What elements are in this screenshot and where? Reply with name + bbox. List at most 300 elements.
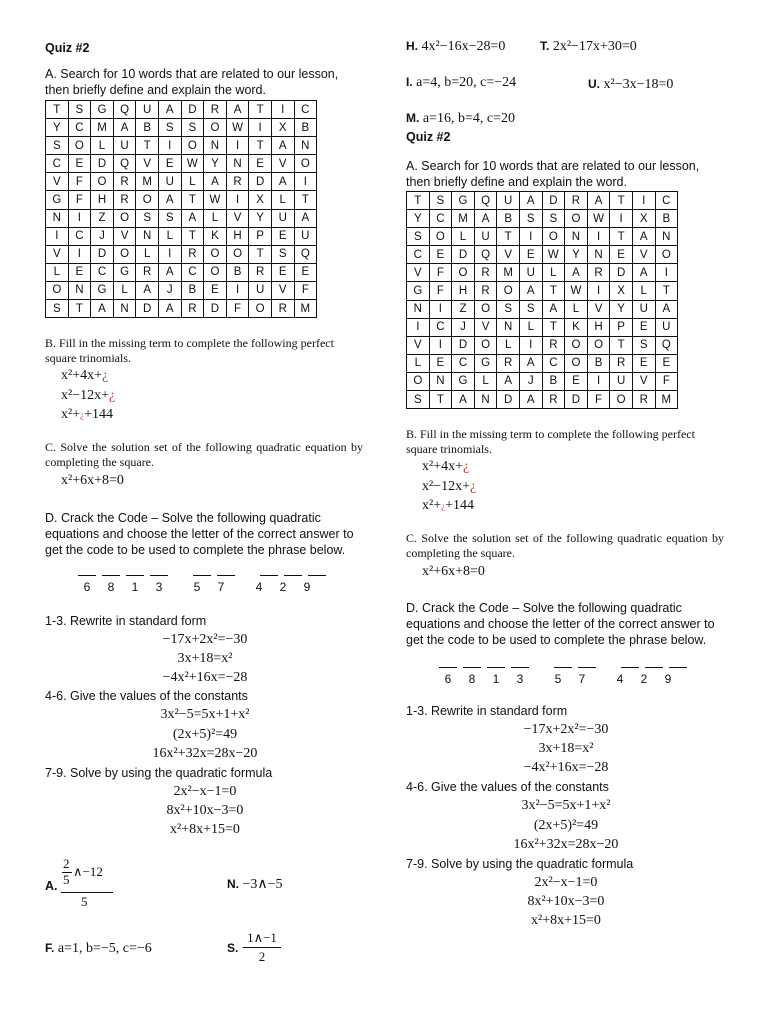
section-c-instructions: C. Solve the solution set of the following quadratic equation by completing the square.: [45, 440, 363, 469]
grid-cell: E: [294, 263, 317, 281]
grid-cell: S: [632, 336, 655, 354]
grid-cell: O: [497, 282, 520, 300]
grid-cell: X: [632, 210, 655, 228]
grid-cell: O: [542, 228, 565, 246]
grid-row: [407, 264, 678, 282]
grid-cell: L: [46, 263, 69, 281]
grid-cell: I: [655, 264, 678, 282]
section-d-instructions-2: D. Crack the Code – Solve the following quadratic equations and choose the letter of the correct answer to get the code to be used to complete the phrase below.: [406, 601, 715, 647]
grid-cell: C: [294, 101, 317, 119]
grid-cell: W: [226, 119, 249, 137]
grid-cell: V: [474, 318, 497, 336]
grid-cell: A: [474, 210, 497, 228]
section-c-instructions-2: C. Solve the solution set of the following quadratic equation by completing the square.: [406, 531, 724, 560]
grid-row: [407, 228, 678, 246]
grid-cell: N: [497, 318, 520, 336]
grid-cell: I: [519, 336, 542, 354]
grid-cell: Y: [610, 300, 633, 318]
grid-cell: O: [474, 300, 497, 318]
grid-cell: O: [226, 245, 249, 263]
grid-cell: Y: [407, 210, 430, 228]
grid-cell: U: [610, 372, 633, 390]
grid-cell: E: [429, 246, 452, 264]
grid-cell: D: [542, 192, 565, 210]
grid-cell: M: [91, 119, 114, 137]
answer-u: U. x²−3x−18=0: [588, 77, 674, 92]
grid-cell: O: [113, 209, 136, 227]
grid-cell: I: [519, 228, 542, 246]
answer-m: M. a=16, b=4, c=20: [406, 111, 515, 126]
grid-cell: H: [91, 191, 114, 209]
grid-cell: R: [542, 391, 565, 409]
code-number: 4: [255, 580, 263, 594]
grid-cell: D: [91, 245, 114, 263]
grid-row: [407, 336, 678, 354]
grid-cell: O: [91, 173, 114, 191]
grid-row: [407, 192, 678, 210]
grid-cell: R: [474, 282, 497, 300]
grid-cell: J: [91, 227, 114, 245]
code-number: 6: [444, 672, 452, 686]
code-blanks: [75, 563, 375, 595]
answer-f: F. a=1, b=−5, c=−6: [45, 941, 152, 956]
grid-cell: E: [429, 354, 452, 372]
grid-cell: I: [226, 137, 249, 155]
grid-cell: S: [46, 300, 69, 318]
grid-cell: S: [136, 209, 159, 227]
grid-cell: L: [474, 372, 497, 390]
grid-cell: R: [204, 101, 227, 119]
grid-cell: L: [519, 318, 542, 336]
grid-cell: X: [249, 191, 272, 209]
grid-cell: O: [565, 210, 588, 228]
grid-cell: R: [181, 245, 204, 263]
grid-cell: W: [542, 246, 565, 264]
grid-cell: S: [429, 192, 452, 210]
grid-cell: F: [429, 264, 452, 282]
grid-cell: T: [249, 137, 272, 155]
grid-cell: R: [226, 173, 249, 191]
grid-cell: T: [407, 192, 430, 210]
grid-cell: T: [542, 282, 565, 300]
code-number: 3: [516, 672, 524, 686]
grid-cell: O: [610, 391, 633, 409]
grid-cell: V: [632, 246, 655, 264]
grid-row: [46, 155, 317, 173]
grid-cell: W: [587, 210, 610, 228]
eq-5-2: (2x+5)²=49: [533, 818, 599, 833]
answer-a: A. 2 5 ∧−12 5: [45, 856, 125, 916]
grid-cell: F: [68, 191, 91, 209]
grid-row: [407, 354, 678, 372]
grid-cell: V: [226, 209, 249, 227]
grid-cell: G: [452, 372, 475, 390]
grid-cell: R: [113, 173, 136, 191]
grid-cell: U: [474, 228, 497, 246]
grid-cell: A: [158, 101, 181, 119]
grid-cell: T: [429, 391, 452, 409]
grid-cell: R: [610, 354, 633, 372]
grid-cell: M: [294, 300, 317, 318]
eq-2: 3x+18=x²: [177, 651, 233, 666]
grid-cell: V: [587, 300, 610, 318]
grid-cell: L: [113, 281, 136, 299]
grid-cell: N: [655, 228, 678, 246]
grid-cell: W: [565, 282, 588, 300]
grid-cell: O: [204, 245, 227, 263]
grid-cell: H: [226, 227, 249, 245]
grid-cell: E: [271, 227, 294, 245]
grid-cell: I: [407, 318, 430, 336]
grid-cell: N: [294, 137, 317, 155]
grid-cell: O: [204, 263, 227, 281]
grid-cell: L: [204, 209, 227, 227]
grid-cell: H: [452, 282, 475, 300]
grid-cell: R: [497, 354, 520, 372]
answer-n: N. −3∧−5: [227, 877, 283, 892]
grid-cell: E: [655, 354, 678, 372]
grid-cell: B: [226, 263, 249, 281]
grid-cell: I: [158, 245, 181, 263]
grid-cell: I: [226, 191, 249, 209]
grid-cell: T: [181, 227, 204, 245]
word-search-grid: [45, 100, 317, 318]
grid-cell: Q: [294, 245, 317, 263]
grid-cell: T: [610, 228, 633, 246]
grid-cell: F: [655, 372, 678, 390]
grid-cell: C: [91, 263, 114, 281]
grid-cell: E: [519, 246, 542, 264]
grid-cell: O: [181, 137, 204, 155]
eq-7-2: 2x²−x−1=0: [534, 875, 598, 890]
grid-row: [46, 137, 317, 155]
eq-4-2: 3x²−5=5x+1+x²: [521, 798, 611, 813]
b-item-2: x²−12x+¿: [61, 388, 116, 403]
grid-cell: E: [158, 155, 181, 173]
grid-cell: T: [249, 101, 272, 119]
grid-cell: A: [542, 300, 565, 318]
grid-cell: I: [294, 173, 317, 191]
grid-cell: A: [632, 228, 655, 246]
grid-cell: Z: [91, 209, 114, 227]
grid-row: [46, 119, 317, 137]
grid-cell: T: [610, 192, 633, 210]
grid-cell: K: [565, 318, 588, 336]
grid-cell: W: [204, 191, 227, 209]
code-number: 2: [640, 672, 648, 686]
grid-cell: N: [565, 228, 588, 246]
code-blanks-2: [436, 655, 736, 687]
grid-cell: C: [68, 227, 91, 245]
grid-cell: I: [68, 245, 91, 263]
code-number: 9: [664, 672, 672, 686]
grid-cell: L: [136, 245, 159, 263]
grid-cell: A: [204, 173, 227, 191]
grid-cell: C: [46, 155, 69, 173]
grid-cell: F: [68, 173, 91, 191]
grid-cell: L: [565, 300, 588, 318]
grid-cell: G: [407, 282, 430, 300]
grid-cell: V: [632, 372, 655, 390]
grid-cell: D: [136, 300, 159, 318]
grid-cell: S: [158, 119, 181, 137]
grid-cell: S: [271, 245, 294, 263]
grid-cell: A: [158, 263, 181, 281]
code-number: 4: [616, 672, 624, 686]
grid-cell: A: [632, 264, 655, 282]
eq-7: 2x²−x−1=0: [173, 784, 237, 799]
grid-cell: M: [452, 210, 475, 228]
grid-cell: A: [136, 281, 159, 299]
grid-cell: U: [519, 264, 542, 282]
b-item-2-2: x²−12x+¿: [422, 479, 477, 494]
b-item-3: x²+¿+144: [61, 407, 113, 422]
grid-cell: V: [407, 336, 430, 354]
grid-cell: S: [46, 137, 69, 155]
grid-cell: P: [610, 318, 633, 336]
part-4-6-heading-2: 4-6. Give the values of the constants: [406, 780, 609, 794]
grid-cell: D: [204, 300, 227, 318]
grid-row: [407, 318, 678, 336]
grid-cell: E: [68, 263, 91, 281]
grid-cell: L: [91, 137, 114, 155]
grid-cell: Y: [46, 119, 69, 137]
b-item-3-2: x²+¿+144: [422, 498, 474, 513]
grid-cell: R: [542, 336, 565, 354]
grid-cell: Z: [452, 300, 475, 318]
grid-cell: V: [46, 245, 69, 263]
grid-cell: G: [452, 192, 475, 210]
grid-cell: U: [294, 227, 317, 245]
grid-cell: Q: [655, 336, 678, 354]
grid-cell: C: [542, 354, 565, 372]
code-number: 7: [217, 580, 225, 594]
grid-cell: I: [587, 228, 610, 246]
grid-cell: B: [497, 210, 520, 228]
word-search-grid-2: [406, 191, 678, 409]
grid-cell: U: [655, 318, 678, 336]
section-b-instructions-2: B. Fill in the missing term to complete the following perfect square trinomials.: [406, 427, 695, 456]
grid-cell: S: [519, 300, 542, 318]
grid-cell: G: [113, 263, 136, 281]
grid-cell: G: [474, 354, 497, 372]
grid-cell: T: [136, 137, 159, 155]
part-1-3-heading: 1-3. Rewrite in standard form: [45, 614, 207, 628]
grid-cell: V: [136, 155, 159, 173]
eq-6-2: 16x²+32x=28x−20: [513, 837, 619, 852]
grid-cell: N: [226, 155, 249, 173]
grid-cell: N: [136, 227, 159, 245]
grid-cell: O: [249, 300, 272, 318]
grid-cell: J: [519, 372, 542, 390]
grid-cell: T: [249, 245, 272, 263]
grid-cell: V: [271, 155, 294, 173]
grid-cell: X: [610, 282, 633, 300]
grid-cell: J: [452, 318, 475, 336]
grid-cell: C: [68, 119, 91, 137]
eq-9-2: x²+8x+15=0: [531, 913, 601, 928]
grid-cell: H: [587, 318, 610, 336]
grid-cell: S: [407, 228, 430, 246]
grid-cell: F: [429, 282, 452, 300]
grid-cell: Y: [565, 246, 588, 264]
grid-cell: D: [497, 391, 520, 409]
grid-cell: I: [632, 192, 655, 210]
grid-cell: N: [429, 372, 452, 390]
grid-cell: O: [587, 336, 610, 354]
grid-cell: Q: [113, 101, 136, 119]
grid-cell: L: [497, 336, 520, 354]
grid-cell: B: [655, 210, 678, 228]
grid-row: [407, 372, 678, 390]
grid-cell: B: [294, 119, 317, 137]
grid-cell: A: [519, 391, 542, 409]
eq-2-2: 3x+18=x²: [538, 741, 594, 756]
grid-cell: I: [68, 209, 91, 227]
grid-cell: E: [632, 354, 655, 372]
part-4-6-heading: 4-6. Give the values of the constants: [45, 689, 248, 703]
eq-8-2: 8x²+10x−3=0: [527, 894, 605, 909]
grid-cell: O: [407, 372, 430, 390]
grid-row: [407, 210, 678, 228]
grid-cell: S: [68, 101, 91, 119]
grid-cell: O: [204, 119, 227, 137]
grid-cell: I: [158, 137, 181, 155]
grid-cell: B: [587, 354, 610, 372]
eq-1-2: −17x+2x²=−30: [523, 722, 609, 737]
grid-cell: I: [587, 282, 610, 300]
grid-cell: D: [452, 246, 475, 264]
grid-cell: I: [226, 281, 249, 299]
grid-row: [46, 227, 317, 245]
answer-t: T. 2x²−17x+30=0: [540, 39, 637, 54]
grid-cell: P: [249, 227, 272, 245]
grid-row: [407, 391, 678, 409]
grid-cell: A: [452, 391, 475, 409]
grid-cell: S: [497, 300, 520, 318]
grid-cell: I: [587, 372, 610, 390]
grid-cell: K: [204, 227, 227, 245]
grid-cell: E: [565, 372, 588, 390]
grid-cell: A: [113, 119, 136, 137]
grid-cell: Y: [249, 209, 272, 227]
grid-cell: J: [158, 281, 181, 299]
grid-cell: S: [158, 209, 181, 227]
section-a-instructions: A. Search for 10 words that are related to our lesson, then briefly define and explain the word.: [45, 67, 339, 97]
grid-cell: D: [610, 264, 633, 282]
grid-cell: C: [429, 210, 452, 228]
grid-cell: F: [587, 391, 610, 409]
grid-cell: V: [497, 246, 520, 264]
code-number: 1: [492, 672, 500, 686]
grid-cell: W: [181, 155, 204, 173]
grid-cell: I: [46, 227, 69, 245]
grid-cell: D: [91, 155, 114, 173]
grid-cell: I: [249, 119, 272, 137]
grid-cell: O: [68, 137, 91, 155]
grid-cell: Q: [474, 192, 497, 210]
grid-cell: A: [294, 209, 317, 227]
grid-cell: A: [587, 192, 610, 210]
grid-cell: R: [632, 391, 655, 409]
grid-cell: B: [136, 119, 159, 137]
grid-row: [407, 246, 678, 264]
grid-cell: T: [294, 191, 317, 209]
grid-cell: T: [497, 228, 520, 246]
grid-cell: D: [452, 336, 475, 354]
grid-cell: R: [271, 300, 294, 318]
grid-cell: O: [565, 354, 588, 372]
grid-cell: I: [610, 210, 633, 228]
grid-cell: M: [136, 173, 159, 191]
grid-cell: S: [542, 210, 565, 228]
grid-row: [407, 300, 678, 318]
eq-3: −4x²+16x=−28: [162, 670, 248, 685]
grid-cell: I: [271, 101, 294, 119]
part-1-3-heading-2: 1-3. Rewrite in standard form: [406, 704, 568, 718]
grid-cell: O: [655, 246, 678, 264]
b-item-1-2: x²+4x+¿: [422, 459, 470, 474]
grid-cell: U: [632, 300, 655, 318]
grid-cell: O: [113, 245, 136, 263]
grid-cell: M: [497, 264, 520, 282]
grid-cell: E: [249, 155, 272, 173]
eq-3-2: −4x²+16x=−28: [523, 760, 609, 775]
grid-cell: L: [632, 282, 655, 300]
grid-cell: U: [271, 209, 294, 227]
grid-cell: A: [497, 372, 520, 390]
answer-s: S. 1∧−1 2: [227, 930, 307, 970]
eq-5: (2x+5)²=49: [172, 727, 238, 742]
grid-cell: F: [226, 300, 249, 318]
grid-cell: A: [519, 282, 542, 300]
grid-cell: L: [542, 264, 565, 282]
grid-cell: E: [632, 318, 655, 336]
b-item-1: x²+4x+¿: [61, 368, 109, 383]
grid-cell: N: [474, 391, 497, 409]
grid-cell: U: [249, 281, 272, 299]
grid-cell: O: [46, 281, 69, 299]
grid-cell: A: [271, 173, 294, 191]
grid-cell: L: [271, 191, 294, 209]
grid-cell: A: [158, 191, 181, 209]
grid-cell: D: [565, 391, 588, 409]
grid-cell: S: [407, 391, 430, 409]
grid-row: [46, 191, 317, 209]
grid-cell: S: [519, 210, 542, 228]
part-7-9-heading: 7-9. Solve by using the quadratic formula: [45, 766, 273, 780]
grid-cell: V: [113, 227, 136, 245]
grid-cell: T: [68, 300, 91, 318]
grid-cell: G: [46, 191, 69, 209]
grid-cell: T: [181, 191, 204, 209]
part-7-9-heading-2: 7-9. Solve by using the quadratic formula: [406, 857, 634, 871]
grid-cell: N: [68, 281, 91, 299]
grid-cell: O: [474, 336, 497, 354]
grid-row: [46, 101, 317, 119]
eq-4: 3x²−5=5x+1+x²: [160, 707, 250, 722]
answer-i: I. a=4, b=20, c=−24: [406, 75, 517, 90]
section-b-instructions: B. Fill in the missing term to complete the following perfect square trinomials.: [45, 336, 334, 365]
grid-cell: T: [46, 101, 69, 119]
grid-cell: Q: [474, 246, 497, 264]
grid-cell: R: [249, 263, 272, 281]
grid-row: [46, 263, 317, 281]
grid-row: [46, 209, 317, 227]
grid-cell: X: [271, 119, 294, 137]
grid-cell: N: [587, 246, 610, 264]
grid-cell: T: [542, 318, 565, 336]
